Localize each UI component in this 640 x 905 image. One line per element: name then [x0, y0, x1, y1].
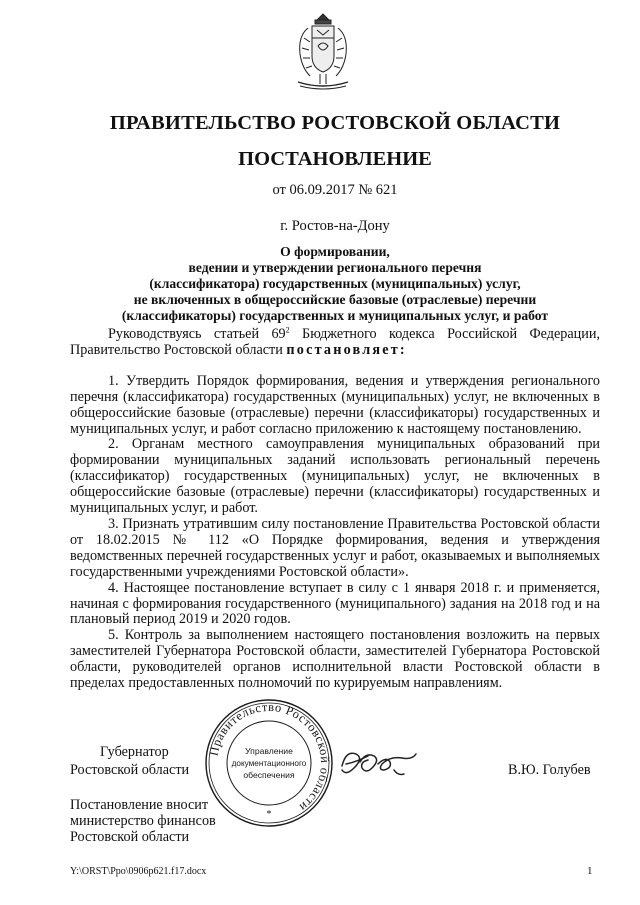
title-line: (классификаторы) государственных и муниципальных услуг, и работ	[121, 308, 549, 323]
official-stamp	[203, 697, 335, 829]
article-superscript: 2	[285, 325, 290, 335]
footer-file-path: Y:\ORST\Ppo\0906p621.f17.docx	[70, 866, 207, 877]
intro-paragraph	[70, 327, 600, 359]
signer-position: Губернатор	[100, 744, 169, 760]
organization-name: ПРАВИТЕЛЬСТВО РОСТОВСКОЙ ОБЛАСТИ	[109, 112, 561, 134]
title-line: не включенных в общероссийские базовые (отраслевые) перечни	[133, 292, 537, 307]
submitted-by-note	[70, 798, 216, 846]
footer-page-number: 1	[587, 865, 593, 877]
signer-name: В.Ю. Голубев	[508, 762, 591, 778]
document-city: г. Ростов-на-Дону	[280, 218, 390, 234]
note-line: Постановление вносит	[70, 797, 209, 813]
document-type: ПОСТАНОВЛЕНИЕ	[238, 148, 432, 170]
document-title	[70, 244, 600, 324]
clause-paragraph: 5. Контроль за выполнением настоящего постановления возложить на первых заместителей Губернатора Ростовской области, заместителей Губернатора Ростовской области, руководителей органов исполнительной власти Ростовской области в пределах предоставленных полномочий по курируемым направлениям.	[70, 627, 600, 692]
stamp-center-line: Управление	[245, 746, 293, 756]
signer-region: Ростовской области	[70, 762, 190, 778]
clause-paragraph: 1. Утвердить Порядок формирования, ведения и утверждения регионального перечня (классификатора) государственных (муниципальных) услуг, не включенных в общероссийские базовые (отраслевые) перечни (классификаторы) государственных и муниципальных услуг, и работ согласно приложению к настоящему постановлению.	[70, 372, 600, 437]
stamp-center-line: обеспечения	[243, 770, 295, 780]
stamp-ring-text: Правительство Ростовской области	[206, 699, 333, 815]
title-line: О формировании,	[280, 244, 390, 259]
handwritten-signature	[336, 742, 432, 784]
clause-paragraph: 2. Органам местного самоуправления муниципальных образований при формировании муниципальных заданий использовать региональный перечень (классификатор) государственных (муниципальных) услуг, не включенных в общероссийские базовые (отраслевые) перечни (классификаторы) государственных и муниципальных услуг, и работ.	[70, 436, 600, 517]
intro-text: Руководствуясь статьей 69	[108, 326, 286, 342]
title-line: ведении и утверждении регионального перечня	[188, 260, 482, 275]
note-line: Ростовской области	[70, 828, 190, 845]
coat-of-arms-icon	[290, 8, 356, 94]
note-line: министерство финансов	[70, 812, 216, 829]
clause-paragraph: 3. Признать утратившим силу постановление Правительства Ростовской области от 18.02.2015 № 112 «О Порядке формирования, ведения и утверждения ведомственных перечней государственных услуг и работ, оказываемых и выполняемых государственными учреждениями Ростовской области».	[70, 515, 600, 580]
title-line: (классификатора) государственных (муниципальных) услуг,	[149, 276, 521, 291]
stamp-center-line: документационного	[231, 759, 307, 768]
document-body	[70, 327, 600, 692]
document-date-number: от 06.09.2017 № 621	[272, 182, 398, 198]
decree-word: постановляет:	[286, 341, 407, 358]
intro-text-continued: Бюджетного кодекса Российской Федерации, Правительство Ростовской области	[70, 326, 600, 358]
stamp-star-icon: *	[266, 809, 272, 820]
clause-paragraph: 4. Настоящее постановление вступает в силу с 1 января 2018 г. и применяется, начиная с формирования государственного (муниципального) задания на 2018 год и на плановый период 2019 и 2020 годов.	[70, 579, 600, 628]
